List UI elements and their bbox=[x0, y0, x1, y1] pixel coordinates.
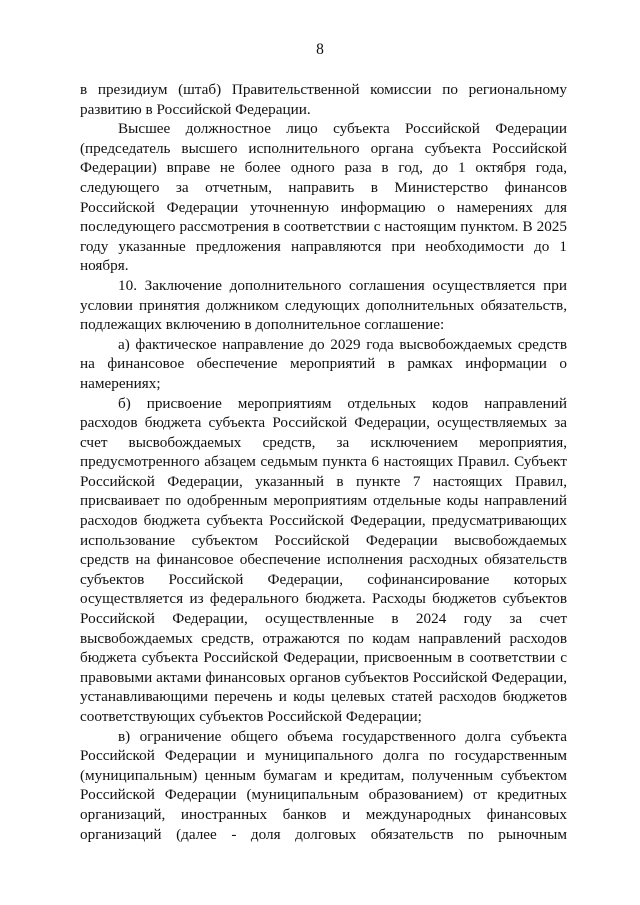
document-body bbox=[80, 80, 567, 844]
page-number: 8 bbox=[316, 41, 324, 58]
paragraph-continuation: в президиум (штаб) Правительственной комиссии по региональному развитию в Российской Федерации. bbox=[80, 81, 567, 118]
paragraph-governor-right: Высшее должностное лицо субъекта Российской Федерации (председатель высшего исполнительного органа субъекта Российской Федерации) вправе не более одного раза в год, до 1 октября года, следующего за отчетным, направить в Министерство финансов Российской Федерации уточненную информацию о намерениях для последующего рассмотрения в соответствии с настоящим пунктом. В 2025 году указанные предложения направляются при необходимости до 1 ноября. bbox=[80, 120, 567, 275]
paragraph-subpoint-v: в) ограничение общего объема государственного долга субъекта Российской Федерации и муниципального долга по государственным (муниципальным) ценным бумагам и кредитам, полученным субъектом Российской Федерации (муниципальным образованием) от кредитных организаций, иностранных банков и международных финансовых организаций (далее - доля долговых обязательств по рыночным bbox=[80, 727, 567, 843]
paragraph-point-10: 10. Заключение дополнительного соглашения осуществляется при условии принятия должником следующих дополнительных обязательств, подлежащих включению в дополнительное соглашение: bbox=[80, 276, 567, 334]
paragraph-subpoint-a: а) фактическое направление до 2029 года высвобождаемых средств на финансовое обеспечение мероприятий в рамках информации о намерениях; bbox=[80, 335, 567, 392]
paragraph-subpoint-b: б) присвоение мероприятиям отдельных кодов направлений расходов бюджета субъекта Российской Федерации, осуществляемых за счет высвобождаемых средств, за исключением мероприятия, предусмотренного абзацем седьмым пункта 6 настоящих Правил. Субъект Российской Федерации, указанный в пункте 7 настоящих Правил, присваивает по одобренным мероприятиям отдельные коды направлений расходов бюджета субъекта Российской Федерации, предусматривающих использование субъектом Российской Федерации высвобождаемых средств на финансовое обеспечение исполнения расходных обязательств субъектов Российской Федерации, софинансирование которых осуществляется из федерального бюджета. Расходы бюджетов субъектов Российской Федерации, осуществленные в 2024 году за счет высвобождаемых средств, отражаются по кодам направлений расходов бюджета субъекта Российской Федерации, присвоенным в соответствии с правовыми актами финансовых органов субъектов Российской Федерации, устанавливающими перечень и коды целевых статей расходов бюджетов соответствующих субъектов Российской Федерации; bbox=[80, 394, 567, 725]
